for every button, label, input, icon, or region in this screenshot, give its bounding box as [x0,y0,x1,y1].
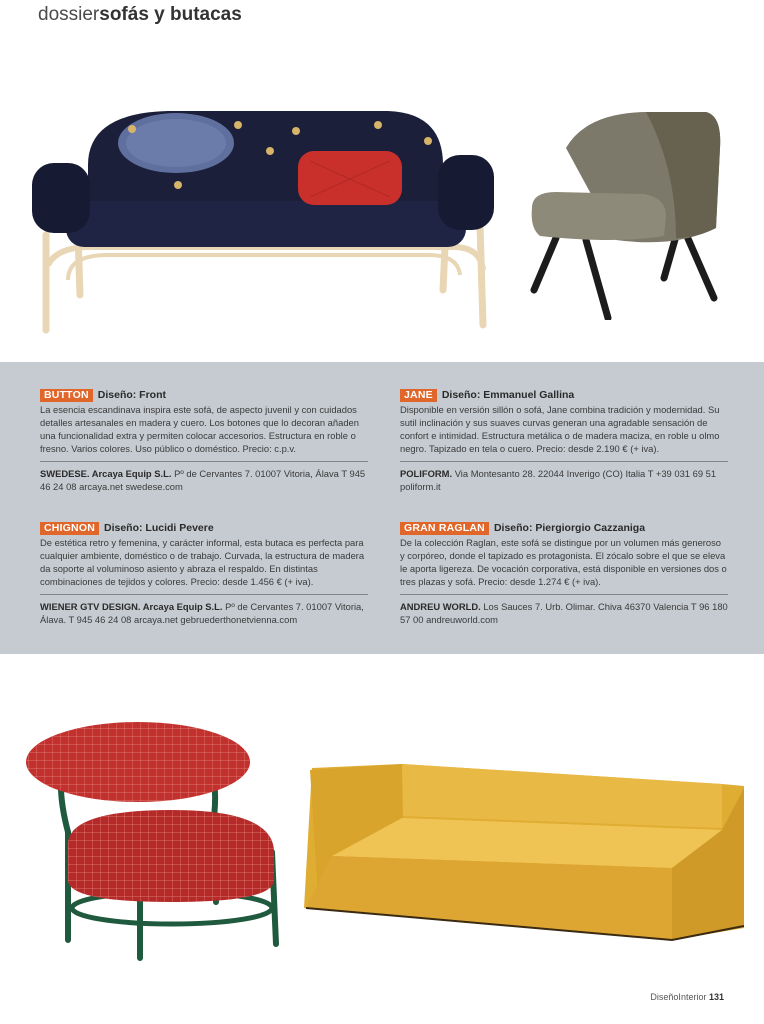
contact [400,600,728,626]
jane-armchair-photo [526,108,726,320]
contact [400,467,728,493]
gran-raglan-sofa-photo [292,758,752,950]
address: Pº de Cervantes 7. 01007 Vitoria, Álava. T 945 46 24 08 arcaya.net gebruederthonetvienna.com [40,601,364,625]
page-footer [650,992,724,1002]
designer: Diseño: Emmanuel Gallina [441,388,575,401]
company: SWEDESE. Arcaya Equip S.L. [40,468,172,479]
description: De la colección Raglan, este sofá se distingue por un volumen más generoso y corpóreo, donde el tapizado es protagonista. El zócalo sobre el que se eleva le aporta ligereza. De vocación corporativa, está disponible en versiones dos o tres plazas y sofá. Precio: desde 1.274 € (+ iva). [400,537,727,587]
designer: Diseño: Lucidi Pevere [103,521,214,534]
entry-button [40,388,368,493]
contact [40,467,368,493]
page-number: 131 [708,992,724,1002]
product-tag: GRAN RAGLAN [400,522,489,535]
entry-chignon [40,521,368,626]
address: Via Montesanto 28. 22044 Inverigo (CO) Italia T +39 031 69 51 poliform.it [400,468,717,492]
entry-gran-raglan [400,521,728,626]
address: Pº de Cervantes 7. 01007 Vitoria, Álava T 945 46 24 08 arcaya.net swedese.com [40,468,366,492]
company: POLIFORM. [400,468,453,479]
company: ANDREU WORLD. [400,601,481,612]
divider [400,461,728,462]
section-prefix: dossier [38,4,100,25]
description: La esencia escandinava inspira este sofá, de aspecto juvenil y con cuidados detalles artesanales en madera y cuero. Los botones que lo decoran añaden una funcionalidad extra y permiten colocar accesorios. Estructura en roble o fresno. Varios colores. Uso público o doméstico. Precio: c.p.v. [40,404,359,454]
entry-jane [400,388,728,493]
designer: Diseño: Piergiorgio Cazzaniga [493,521,646,534]
section-title: sofás y butacas [99,4,242,25]
divider [40,461,368,462]
publication-name: DiseñoInterior [650,992,707,1002]
description: Disponible en versión sillón o sofá, Jane combina tradición y modernidad. Su sutil inclinación y sus suaves curvas generan una agradable sensación de confort e intimidad. Estructura metálica o de madera maciza, en roble u olmo negro. Tapizado en tela o cuero. Precio: desde 2.190 € (+ iva). [400,404,720,454]
product-tag: JANE [400,389,437,402]
description: De estética retro y femenina, y carácter informal, esta butaca es perfecta para cualquier ambiente, doméstico o de trabajo. Curvada, la estructura de madera da soporte al voluminoso asiento y abraza el respaldo. En distintas combinaciones de tejidos y colores. Precio: desde 1.456 € (+ iva). [40,537,365,587]
page-header [38,4,242,26]
button-sofa-photo [28,105,498,337]
company: WIENER GTV DESIGN. Arcaya Equip S.L. [40,601,223,612]
product-tag: CHIGNON [40,522,99,535]
divider [400,594,728,595]
contact [40,600,368,626]
divider [40,594,368,595]
address: Los Sauces 7. Urb. Olimar. Chiva 46370 Valencia T 96 180 57 00 andreuworld.com [400,601,728,625]
designer: Diseño: Front [97,388,167,401]
chignon-chair-photo [12,712,284,962]
product-tag: BUTTON [40,389,93,402]
